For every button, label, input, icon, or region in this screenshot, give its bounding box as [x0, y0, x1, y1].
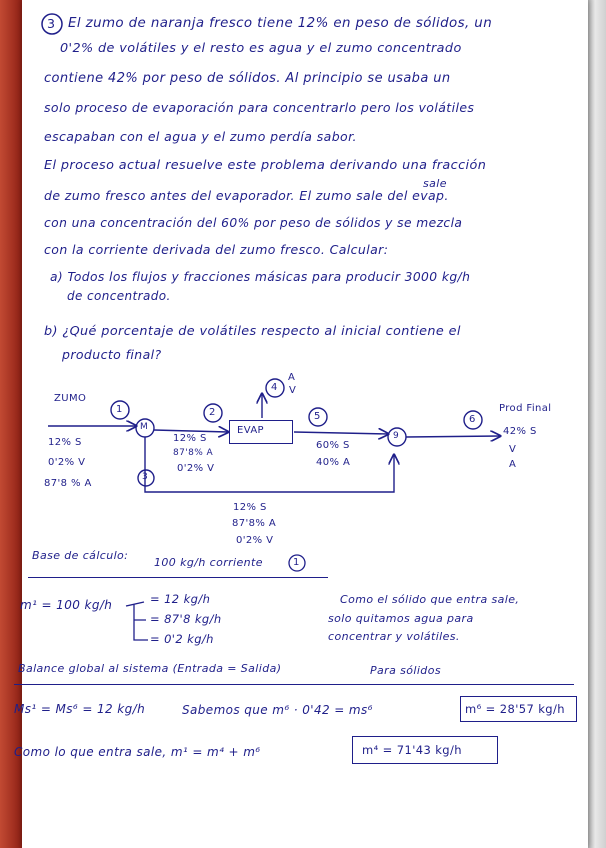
feed-volatiles: 0'2% V — [48, 457, 86, 468]
comment-line-1: Como el sólido que entra sale, — [340, 593, 520, 606]
stream2-water: 87'8% A — [173, 448, 214, 458]
m1-total: m¹ = 100 kg/h — [20, 598, 113, 612]
question-b-cont: producto final? — [62, 347, 162, 362]
problem-number: 3 — [47, 16, 56, 31]
statement-line-1: El zumo de naranja fresco tiene 12% en peso de sólidos, un — [68, 16, 493, 31]
comment-line-3: concentrar y volátiles. — [328, 630, 460, 643]
global-solids-label: Para sólidos — [370, 664, 441, 677]
question-b: b) ¿Qué porcentaje de volátiles respecto al inicial contiene el — [44, 324, 461, 339]
circle-1-label: 1 — [116, 404, 123, 415]
inserted-word-sale: sale — [423, 177, 447, 190]
global-underline — [14, 684, 574, 685]
stream3-water: 87'8% A — [232, 518, 277, 529]
comment-line-2: solo quitamos agua para — [328, 612, 474, 625]
base-label: Base de cálculo: — [32, 549, 129, 562]
base-stream-number: 1 — [293, 557, 300, 568]
circle-3-label: 3 — [142, 472, 149, 482]
feed-water: 87'8 % A — [44, 478, 92, 489]
statement-line-2: 0'2% de volátiles y el resto es agua y el zumo concentrado — [60, 41, 462, 56]
circle-5-label: 5 — [314, 411, 321, 422]
statement-line-5: escapaban con el agua y el zumo perdía sabor. — [44, 129, 357, 144]
stream5-water: 40% A — [316, 457, 351, 468]
base-value: 100 kg/h corriente — [154, 556, 263, 569]
solids-equality: Ms¹ = Ms⁶ = 12 kg/h — [14, 702, 146, 716]
statement-line-4: solo proceso de evaporación para concentrarlo pero los volátiles — [44, 100, 475, 115]
statement-line-9: con la corriente derivada del zumo fresco. Calcular: — [44, 242, 389, 257]
result-m6: m⁶ = 28'57 kg/h — [465, 702, 565, 716]
stream2-volatiles: 0'2% V — [177, 463, 215, 474]
statement-line-7: de zumo fresco antes del evaporador. El zumo sale del evap. — [44, 188, 449, 203]
feed-solids: 12% S — [48, 437, 82, 448]
stream3-volatiles: 0'2% V — [236, 535, 274, 546]
feed-label: ZUMO — [54, 393, 87, 404]
stream2-solids: 12% S — [173, 433, 207, 444]
stream5-solids: 60% S — [316, 440, 350, 451]
circle-9-label: 9 — [393, 431, 400, 441]
stream4-water: A — [288, 372, 296, 383]
statement-line-6: El proceso actual resuelve este problema derivando una fracción — [44, 158, 487, 173]
result-m4: m⁴ = 71'43 kg/h — [362, 743, 462, 757]
final-solids: 42% S — [503, 426, 537, 437]
stream4-volatiles: V — [289, 385, 297, 396]
final-volatiles: V — [509, 444, 517, 455]
circle-4-label: 4 — [271, 382, 278, 393]
mixer-label: M — [140, 422, 149, 432]
statement-line-8: con una concentración del 60% por peso de sólidos y se mezcla — [44, 216, 463, 230]
ms1: = 12 kg/h — [150, 592, 211, 606]
circle-6-label: 6 — [469, 414, 476, 425]
statement-line-3: contiene 42% por peso de sólidos. Al principio se usaba un — [44, 71, 451, 86]
ma1: = 87'8 kg/h — [150, 612, 222, 626]
global-balance-label: Balance global al sistema (Entrada = Salida) — [18, 662, 282, 675]
evaporator-label: EVAP — [237, 425, 264, 436]
circle-2-label: 2 — [209, 407, 216, 418]
question-a: a) Todos los flujos y fracciones másicas para producir 3000 kg/h — [50, 270, 471, 284]
mass-balance: Como lo que entra sale, m¹ = m⁴ + m⁶ — [14, 745, 261, 759]
question-a-cont: de concentrado. — [67, 289, 171, 303]
known-relation: Sabemos que m⁶ · 0'42 = ms⁶ — [182, 703, 373, 717]
final-product-title: Prod Final — [499, 403, 552, 414]
stream3-solids: 12% S — [233, 502, 267, 513]
mv1: = 0'2 kg/h — [150, 632, 214, 646]
final-water: A — [509, 459, 517, 470]
